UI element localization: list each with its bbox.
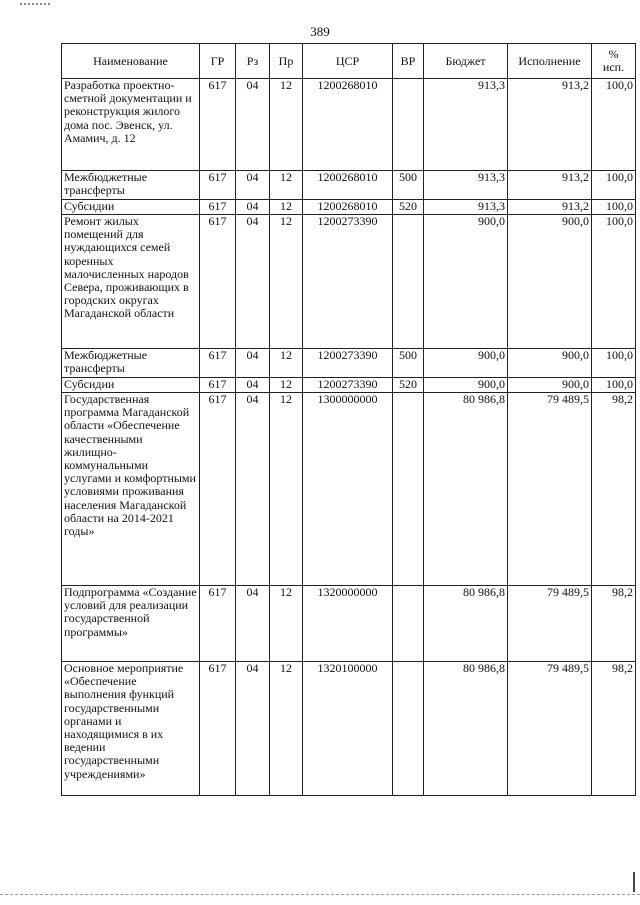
cell-vr: 520 <box>393 200 424 215</box>
table-row <box>62 171 636 200</box>
cell-budget: 80 986,8 <box>424 662 508 796</box>
cell-budget: 900,0 <box>424 215 508 349</box>
table-row <box>62 215 636 349</box>
cell-name: Субсидии <box>62 200 200 215</box>
cell-name: Подпрограмма «Создание условий для реализации государственной программы» <box>62 586 200 662</box>
cell-csr: 1320100000 <box>303 662 393 796</box>
cell-gr: 617 <box>200 215 236 349</box>
header-percent-sign: % <box>608 47 619 61</box>
cell-vr: 500 <box>393 349 424 378</box>
cell-name: Межбюджетные трансферты <box>62 349 200 378</box>
header-budget: Бюджет <box>424 44 508 79</box>
cell-pr: 12 <box>270 79 303 171</box>
header-rz: Рз <box>236 44 270 79</box>
cell-gr: 617 <box>200 378 236 393</box>
cell-rz: 04 <box>236 662 270 796</box>
budget-execution-table <box>61 43 636 796</box>
cell-rz: 04 <box>236 215 270 349</box>
header-execution: Исполнение <box>508 44 592 79</box>
table-row <box>62 393 636 586</box>
cell-csr: 1200273390 <box>303 349 393 378</box>
cell-pr: 12 <box>270 171 303 200</box>
cell-csr: 1200268010 <box>303 200 393 215</box>
cell-name: Государственная программа Магаданской области «Обеспечение качественными жилищно-коммунальными услугами и комфортными условиями проживания населения Магаданской области на 2014-2021 годы» <box>62 393 200 586</box>
table-row <box>62 586 636 662</box>
table-row <box>62 662 636 796</box>
table-row <box>62 349 636 378</box>
cell-execution: 900,0 <box>508 215 592 349</box>
cell-rz: 04 <box>236 586 270 662</box>
cell-budget: 900,0 <box>424 349 508 378</box>
cell-pr: 12 <box>270 215 303 349</box>
cell-budget: 80 986,8 <box>424 393 508 586</box>
cell-rz: 04 <box>236 393 270 586</box>
cell-percent: 100,0 <box>592 215 636 349</box>
cell-vr <box>393 393 424 586</box>
header-pr: Пр <box>270 44 303 79</box>
cell-percent: 100,0 <box>592 378 636 393</box>
cell-gr: 617 <box>200 586 236 662</box>
cell-execution: 79 489,5 <box>508 662 592 796</box>
scan-mark <box>20 3 50 5</box>
cell-csr: 1200268010 <box>303 79 393 171</box>
table-row <box>62 200 636 215</box>
cell-vr: 520 <box>393 378 424 393</box>
cell-name: Субсидии <box>62 378 200 393</box>
cell-budget: 913,3 <box>424 171 508 200</box>
header-percent <box>592 44 636 79</box>
scan-mark <box>633 872 635 892</box>
cell-gr: 617 <box>200 662 236 796</box>
page-number: 389 <box>310 24 330 39</box>
cell-pr: 12 <box>270 378 303 393</box>
header-csr: ЦСР <box>303 44 393 79</box>
header-percent-label: исп. <box>602 60 625 74</box>
cell-csr: 1320000000 <box>303 586 393 662</box>
header-vr: ВР <box>393 44 424 79</box>
cell-percent: 100,0 <box>592 171 636 200</box>
cell-name: Ремонт жилых помещений для нуждающихся семей коренных малочисленных народов Севера, проживающих в городских округах Магаданской области <box>62 215 200 349</box>
cell-rz: 04 <box>236 79 270 171</box>
cell-execution: 79 489,5 <box>508 393 592 586</box>
cell-name: Разработка проектно-сметной документации и реконструкция жилого дома пос. Эвенск, ул. Амамич, д. 12 <box>62 79 200 171</box>
cell-gr: 617 <box>200 79 236 171</box>
cell-execution: 79 489,5 <box>508 586 592 662</box>
cell-vr <box>393 586 424 662</box>
cell-rz: 04 <box>236 349 270 378</box>
cell-execution: 900,0 <box>508 378 592 393</box>
cell-execution: 900,0 <box>508 349 592 378</box>
cell-rz: 04 <box>236 200 270 215</box>
cell-vr <box>393 662 424 796</box>
cell-pr: 12 <box>270 586 303 662</box>
cell-budget: 900,0 <box>424 378 508 393</box>
cell-pr: 12 <box>270 662 303 796</box>
cell-vr <box>393 215 424 349</box>
table-row <box>62 79 636 171</box>
cell-percent: 98,2 <box>592 393 636 586</box>
cell-pr: 12 <box>270 349 303 378</box>
cell-pr: 12 <box>270 393 303 586</box>
cell-name: Межбюджетные трансферты <box>62 171 200 200</box>
cell-gr: 617 <box>200 393 236 586</box>
table-header-row <box>62 44 636 79</box>
header-name: Наименование <box>62 44 200 79</box>
cell-percent: 100,0 <box>592 349 636 378</box>
scan-edge <box>0 894 640 895</box>
cell-rz: 04 <box>236 378 270 393</box>
cell-csr: 1200268010 <box>303 171 393 200</box>
header-gr: ГР <box>200 44 236 79</box>
cell-percent: 98,2 <box>592 586 636 662</box>
cell-budget: 80 986,8 <box>424 586 508 662</box>
cell-csr: 1200273390 <box>303 215 393 349</box>
cell-gr: 617 <box>200 200 236 215</box>
cell-percent: 100,0 <box>592 200 636 215</box>
cell-csr: 1200273390 <box>303 378 393 393</box>
cell-pr: 12 <box>270 200 303 215</box>
cell-budget: 913,3 <box>424 200 508 215</box>
cell-percent: 98,2 <box>592 662 636 796</box>
cell-gr: 617 <box>200 171 236 200</box>
table-row <box>62 378 636 393</box>
cell-vr: 500 <box>393 171 424 200</box>
cell-name: Основное мероприятие «Обеспечение выполнения функций государственными органами и находящимися в их ведении государственными учреждениями» <box>62 662 200 796</box>
cell-execution: 913,2 <box>508 171 592 200</box>
cell-vr <box>393 79 424 171</box>
cell-execution: 913,2 <box>508 79 592 171</box>
cell-percent: 100,0 <box>592 79 636 171</box>
cell-csr: 1300000000 <box>303 393 393 586</box>
cell-gr: 617 <box>200 349 236 378</box>
cell-execution: 913,2 <box>508 200 592 215</box>
cell-rz: 04 <box>236 171 270 200</box>
cell-budget: 913,3 <box>424 79 508 171</box>
